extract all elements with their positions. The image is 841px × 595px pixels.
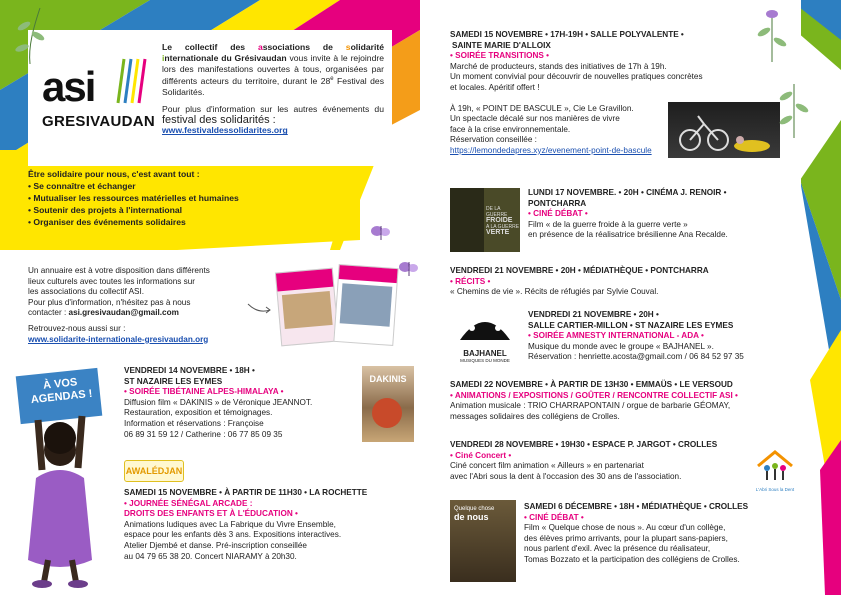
arrow-icon: [246, 300, 272, 316]
intro-text: Le collectif des associations de solidarité internationale du Grésivaudan vous invite à le rejoindre lors des manifestations ouvertes à tous, organisées par différents acteurs du territoire, durant le 28e Festival des Solidarités. Pour plus d'information sur les autres événements du festival des solidarités : www.festivaldessolidarites.org: [162, 42, 385, 136]
agenda-sign: À VOS AGENDAS !: [30, 376, 93, 407]
logo-stripes-icon: [114, 55, 150, 105]
bajhanel-logo: BAJHANEL MUSIQUES DU MONDE: [450, 310, 520, 362]
solidarity-banner: Être solidaire pour nous, c'est avant tout : • Se connaître et échanger • Mutualiser les ressources matérielles et humaines • Soutenir des projets à l'international • Organiser des événements solidaires: [28, 169, 239, 227]
bajhanel-emblem-icon: [450, 310, 520, 344]
plant-right-icon: [776, 80, 812, 140]
logo-sub: GRESIVAUDAN: [42, 113, 156, 130]
dakinis-poster: DAKINIS: [362, 366, 414, 442]
butterfly-right-icon: [398, 258, 420, 280]
event-emmaus: SAMEDI 22 NOVEMBRE • À PARTIR DE 13H30 • EMMAÜS • LE VERSOUD • ANIMATIONS / EXPOSITIONS / GOÛTER / RENCONTRE COLLECTIF ASI • Animation musicale : TRIO CHARRAPONTAIN / orgue de barbarie GÉOMAY, messages solidaires des collégiens de Crolles.: [450, 380, 738, 421]
abri-logo: L'Abri Sous la Dent: [752, 448, 798, 494]
event-guerre-verte: LUNDI 17 NOVEMBRE. • 20H • CINÉMA J. RENOIR • PONTCHARRA • CINÉ DÉBAT • Film « de la guerre froide à la guerre verte » en présence de la réalisatrice brésilienne Ana Recalde.: [528, 188, 728, 240]
guerre-verte-poster: DE LA GUERRE FROIDE A LA GUERRE VERTE: [450, 188, 520, 252]
point-de-bascule-photo: [668, 102, 780, 158]
directory-info: Un annuaire est à votre disposition dans différents lieux culturels avec toutes les informations sur les associations du collectif ASI. Pour plus d'information, n'hésitez pas à nous contacter : asi.gresivaudan@gmail.com Retrouvez-nous aussi sur : www.solidarite-internationale-gresivaudan.org: [28, 266, 210, 344]
asi-logo: [40, 55, 156, 135]
festival-link[interactable]: www.festivaldessolidarites.org: [162, 125, 288, 136]
event-amnesty: VENDREDI 21 NOVEMBRE • 20H • SALLE CARTIER-MILLON • ST NAZAIRE LES EYMES • SOIRÉE AMNESTY INTERNATIONAL - ADA • Musique du monde avec le groupe « BAJHANEL ». Réservation : henriette.acosta@gmail.com / 06 84 52 97 35: [528, 310, 744, 362]
event-transitions: SAMEDI 15 NOVEMBRE • 17H-19H • SALLE POLYVALENTE • SAINTE MARIE D'ALLOIX • SOIRÉE TRANSITIONS • Marché de producteurs, stands des initiatives de 17h à 19h. Un moment convivial pour découvrir de nouvelles pratiques concrètes et locales. Apéritif offert ! À 19h, « POINT DE BASCULE », Cie Le Gravillon. Un spectacle décalé sur nos manières de vivre face à la crise environnementale. Réservation conseillée : https://lemondedapres.xyz/evenement-point-de-bascule: [450, 30, 703, 155]
bicycle-icon: [668, 102, 780, 158]
directory-booklets: [278, 266, 398, 346]
contact-email[interactable]: asi.gresivaudan@gmail.com: [68, 308, 179, 318]
event-quelque-chose: SAMEDI 6 DÉCEMBRE • 18H • MÉDIATHÈQUE • CROLLES • CINÉ DÉBAT • Film « Quelque chose de nous ». Au cœur d'un collège, des élèves primo arrivants, pour la plupart sans-papiers, nous parlent d'exil. Avec la présence du réalisateur, Tomas Bozzato et la participation des collégiens de Crolles.: [524, 502, 749, 564]
event-recits: VENDREDI 21 NOVEMBRE • 20H • MÉDIATHÈQUE • PONTCHARRA • RÉCITS • « Chemins de vie ». Récits de réfugiés par Sylvie Couval.: [450, 266, 709, 297]
event-senegal: SAMEDI 15 NOVEMBRE • À PARTIR DE 11H30 • LA ROCHETTE • JOURNÉE SÉNÉGAL ARCADE : DROITS DES ENFANTS ET À L'ÉDUCATION • Animations ludiques avec La Fabrique du Vivre Ensemble, espace pour les enfants dès 3 ans. Expositions interactives. Atelier Djembé et danse. Pré-inscription conseillée au 04 79 65 38 20. Concert NIARAMY à 20h30.: [124, 488, 368, 561]
event-tibet: VENDREDI 14 NOVEMBRE • 18H • ST NAZAIRE LES EYMES • SOIRÉE TIBÉTAINE ALPES-HIMALAYA • Diffusion film « DAKINIS » de Véronique JEANNOT. Restauration, exposition et témoignages. Information et réservations : Françoise 06 89 31 59 12 / Catherine : 06 77 85 09 35: [124, 366, 313, 439]
awaledjan-logo: AWALÉDJAN: [124, 460, 184, 482]
leaves-icon: [10, 6, 50, 66]
quelque-chose-poster: Quelque chose de nous: [450, 500, 516, 582]
point-de-bascule-link[interactable]: https://lemondedapres.xyz/evenement-point-de-bascule: [450, 145, 652, 155]
logo-mark: asi: [42, 63, 95, 110]
asi-website-link[interactable]: www.solidarite-internationale-gresivaudan.org: [28, 334, 209, 344]
butterfly-icon: [370, 222, 392, 244]
house-people-icon: [752, 448, 798, 482]
event-cine-concert: VENDREDI 28 NOVEMBRE • 19H30 • ESPACE P. JARGOT • CROLLES • Ciné Concert • Ciné concert film animation « Ailleurs » en partenariat avec l'Abri sous la dent à l'occasion des 30 ans de l'association.: [450, 440, 718, 481]
